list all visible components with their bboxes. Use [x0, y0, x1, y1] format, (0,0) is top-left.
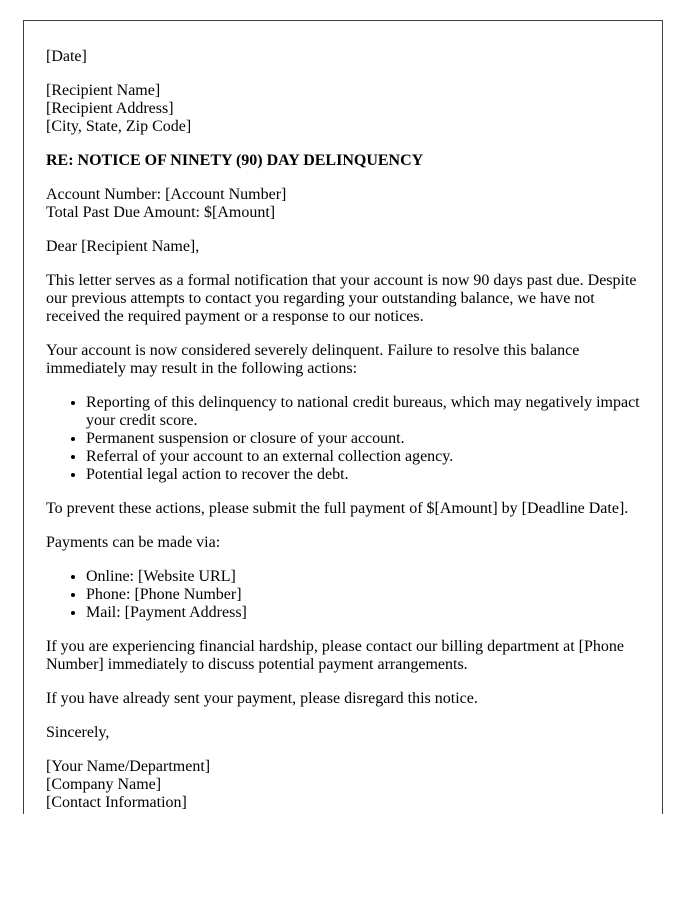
consequence-item: • Permanent suspension or closure of your account.: [86, 430, 640, 448]
consequence-item: • Referral of your account to an external collection agency.: [86, 448, 640, 466]
intro-paragraph: This letter serves as a formal notification that your account is now 90 days past due. Despite our previous attempts to contact you regarding your outstanding balance, we have not received the required payment or a response to our notices.: [46, 272, 637, 325]
payment-methods-list: [46, 568, 640, 622]
account-block: [46, 186, 640, 222]
status-paragraph: Your account is now considered severely delinquent. Failure to resolve this balance immediately may result in the following actions:: [46, 342, 580, 377]
hardship-paragraph: If you are experiencing financial hardship, please contact our billing department at [Phone Number] immediately to discuss potential payment arrangements.: [46, 638, 625, 673]
recipient-address: [Recipient Address]: [46, 100, 174, 117]
recipient-block: [46, 82, 640, 136]
signature-contact: [Contact Information]: [46, 794, 187, 811]
disregard-paragraph: If you have already sent your payment, please disregard this notice.: [46, 690, 478, 707]
closing: Sincerely,: [46, 724, 110, 741]
recipient-city-state-zip: [City, State, Zip Code]: [46, 118, 192, 135]
letter-document: [23, 20, 663, 814]
past-due-amount-line: Total Past Due Amount: $[Amount]: [46, 204, 276, 221]
prevent-paragraph: To prevent these actions, please submit the full payment of $[Amount] by [Deadline Date].: [46, 500, 629, 517]
account-number-line: Account Number: [Account Number]: [46, 186, 287, 203]
payment-method-item: • Mail: [Payment Address]: [86, 604, 640, 622]
consequence-item: • Reporting of this delinquency to national credit bureaus, which may negatively impact your credit score.: [86, 394, 640, 430]
signature-block: [46, 758, 640, 812]
signature-company: [Company Name]: [46, 776, 162, 793]
payment-method-item: • Phone: [Phone Number]: [86, 586, 640, 604]
signature-name: [Your Name/Department]: [46, 758, 211, 775]
recipient-name: [Recipient Name]: [46, 82, 161, 99]
consequences-list: [46, 394, 640, 484]
date-line: [Date]: [46, 48, 87, 65]
consequence-item: • Potential legal action to recover the debt.: [86, 466, 640, 484]
salutation: Dear [Recipient Name],: [46, 238, 200, 255]
subject-line: RE: NOTICE OF NINETY (90) DAY DELINQUENCY: [46, 152, 424, 169]
payments-intro: Payments can be made via:: [46, 534, 221, 551]
payment-method-item: • Online: [Website URL]: [86, 568, 640, 586]
